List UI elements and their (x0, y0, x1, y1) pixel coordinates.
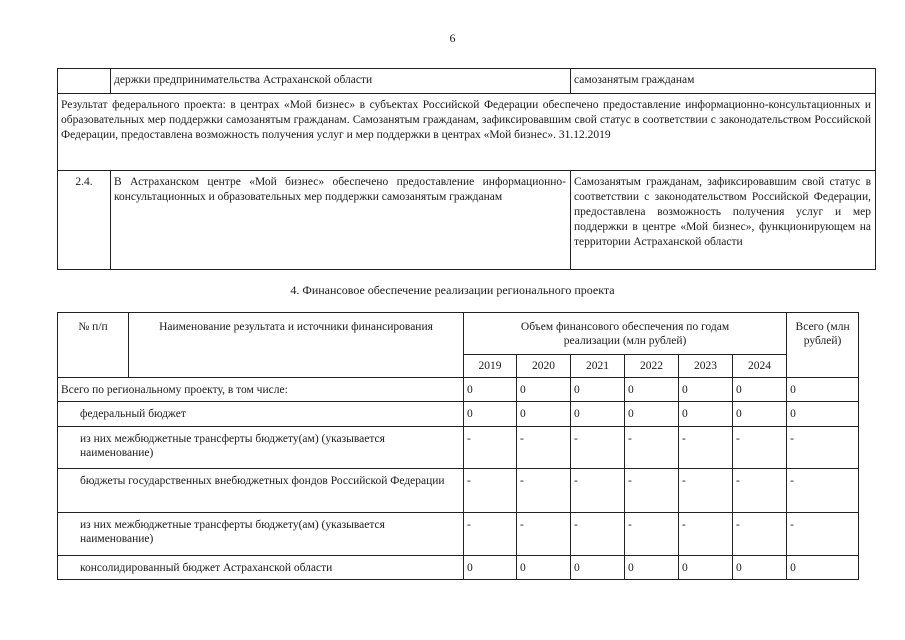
value-cell: 0 (679, 378, 733, 402)
result-name-cell: В Астраханском центре «Мой бизнес» обеспечено предоставление информационно-консультационных и образовательных мер поддержки самозанятым гражданам (111, 171, 571, 270)
table-row (58, 69, 876, 94)
value-cell: - (464, 469, 517, 513)
page-number: 6 (449, 31, 456, 45)
row-label: федеральный бюджет (58, 402, 464, 427)
value-cell: - (733, 469, 787, 513)
value-cell: - (679, 469, 733, 513)
value-cell: - (571, 469, 625, 513)
value-cell: - (625, 469, 679, 513)
table-row (58, 171, 876, 270)
value-cell: 0 (517, 402, 571, 427)
value-cell: - (464, 427, 517, 469)
table-row (58, 469, 859, 513)
row-number-cell (58, 69, 111, 94)
table-header-row (58, 313, 859, 355)
value-cell: 0 (733, 402, 787, 427)
value-cell: 0 (517, 556, 571, 580)
table-row (58, 556, 859, 580)
value-cell: - (517, 469, 571, 513)
total-cell: - (787, 469, 859, 513)
value-cell: - (571, 513, 625, 556)
value-cell: - (517, 513, 571, 556)
value-cell: 0 (464, 402, 517, 427)
total-cell: 0 (787, 402, 859, 427)
value-cell: - (625, 513, 679, 556)
value-cell: - (571, 427, 625, 469)
year-header: 2021 (571, 355, 625, 378)
table-row (58, 378, 859, 402)
year-header: 2022 (625, 355, 679, 378)
value-cell: 0 (571, 556, 625, 580)
value-cell: - (517, 427, 571, 469)
section-title: 4. Финансовое обеспечение реализации регионального проекта (290, 283, 615, 297)
value-cell: - (679, 427, 733, 469)
table-row (58, 513, 859, 556)
total-cell: 0 (787, 556, 859, 580)
value-cell: - (625, 427, 679, 469)
results-table (57, 68, 876, 270)
value-cell: 0 (625, 378, 679, 402)
row-label: Всего по региональному проекту, в том числе: (58, 378, 464, 402)
federal-project-result: Результат федерального проекта: в центрах «Мой бизнес» в субъектах Российской Федерации обеспечено предоставление информационно-консультационных и образовательных мер поддержки самозанятым гражданам. Самозанятым гражданам, зафиксировавшим свой статус в соответствии с законодательством Российской Федерации, предоставлена возможность получения услуг и мер поддержки в центрах «Мой бизнес». 31.12.2019 (58, 94, 876, 171)
value-cell: 0 (625, 556, 679, 580)
value-cell: - (733, 427, 787, 469)
value-cell: 0 (733, 556, 787, 580)
row-label: из них межбюджетные трансферты бюджету(ам) (указывается наименование) (58, 513, 464, 556)
header-total: Всего (млн рублей) (787, 313, 859, 378)
total-cell: - (787, 427, 859, 469)
value-cell: 0 (625, 402, 679, 427)
value-cell: 0 (517, 378, 571, 402)
row-label: из них межбюджетные трансферты бюджету(ам) (указывается наименование) (58, 427, 464, 469)
result-name-cell: держки предпринимательства Астраханской области (111, 69, 571, 94)
value-cell: 0 (679, 556, 733, 580)
table-row (58, 402, 859, 427)
value-cell: - (464, 513, 517, 556)
value-cell: - (679, 513, 733, 556)
year-header: 2019 (464, 355, 517, 378)
row-label: консолидированный бюджет Астраханской области (58, 556, 464, 580)
year-header: 2020 (517, 355, 571, 378)
value-cell: 0 (571, 402, 625, 427)
total-cell: - (787, 513, 859, 556)
value-cell: 0 (571, 378, 625, 402)
year-header: 2024 (733, 355, 787, 378)
value-cell: 0 (464, 378, 517, 402)
value-cell: 0 (679, 402, 733, 427)
value-cell: 0 (464, 556, 517, 580)
header-name: Наименование результата и источники финансирования (129, 313, 464, 378)
year-header: 2023 (679, 355, 733, 378)
header-num: № п/п (58, 313, 129, 378)
result-characteristic-cell: Самозанятым гражданам, зафиксировавшим свой статус в соответствии с законодательством Российской Федерации, предоставлена возможность получения услуг и мер поддержки в центре «Мой бизнес», функционирующем на территории Астраханской области (571, 171, 876, 270)
table-row (58, 94, 876, 171)
total-cell: 0 (787, 378, 859, 402)
value-cell: 0 (733, 378, 787, 402)
result-characteristic-cell: самозанятым гражданам (571, 69, 876, 94)
financing-table (57, 312, 859, 580)
value-cell: - (733, 513, 787, 556)
row-number-cell: 2.4. (58, 171, 111, 270)
header-volume: Объем финансового обеспечения по годам реализации (млн рублей) (464, 313, 787, 355)
table-row (58, 427, 859, 469)
row-label: бюджеты государственных внебюджетных фондов Российской Федерации (58, 469, 464, 513)
